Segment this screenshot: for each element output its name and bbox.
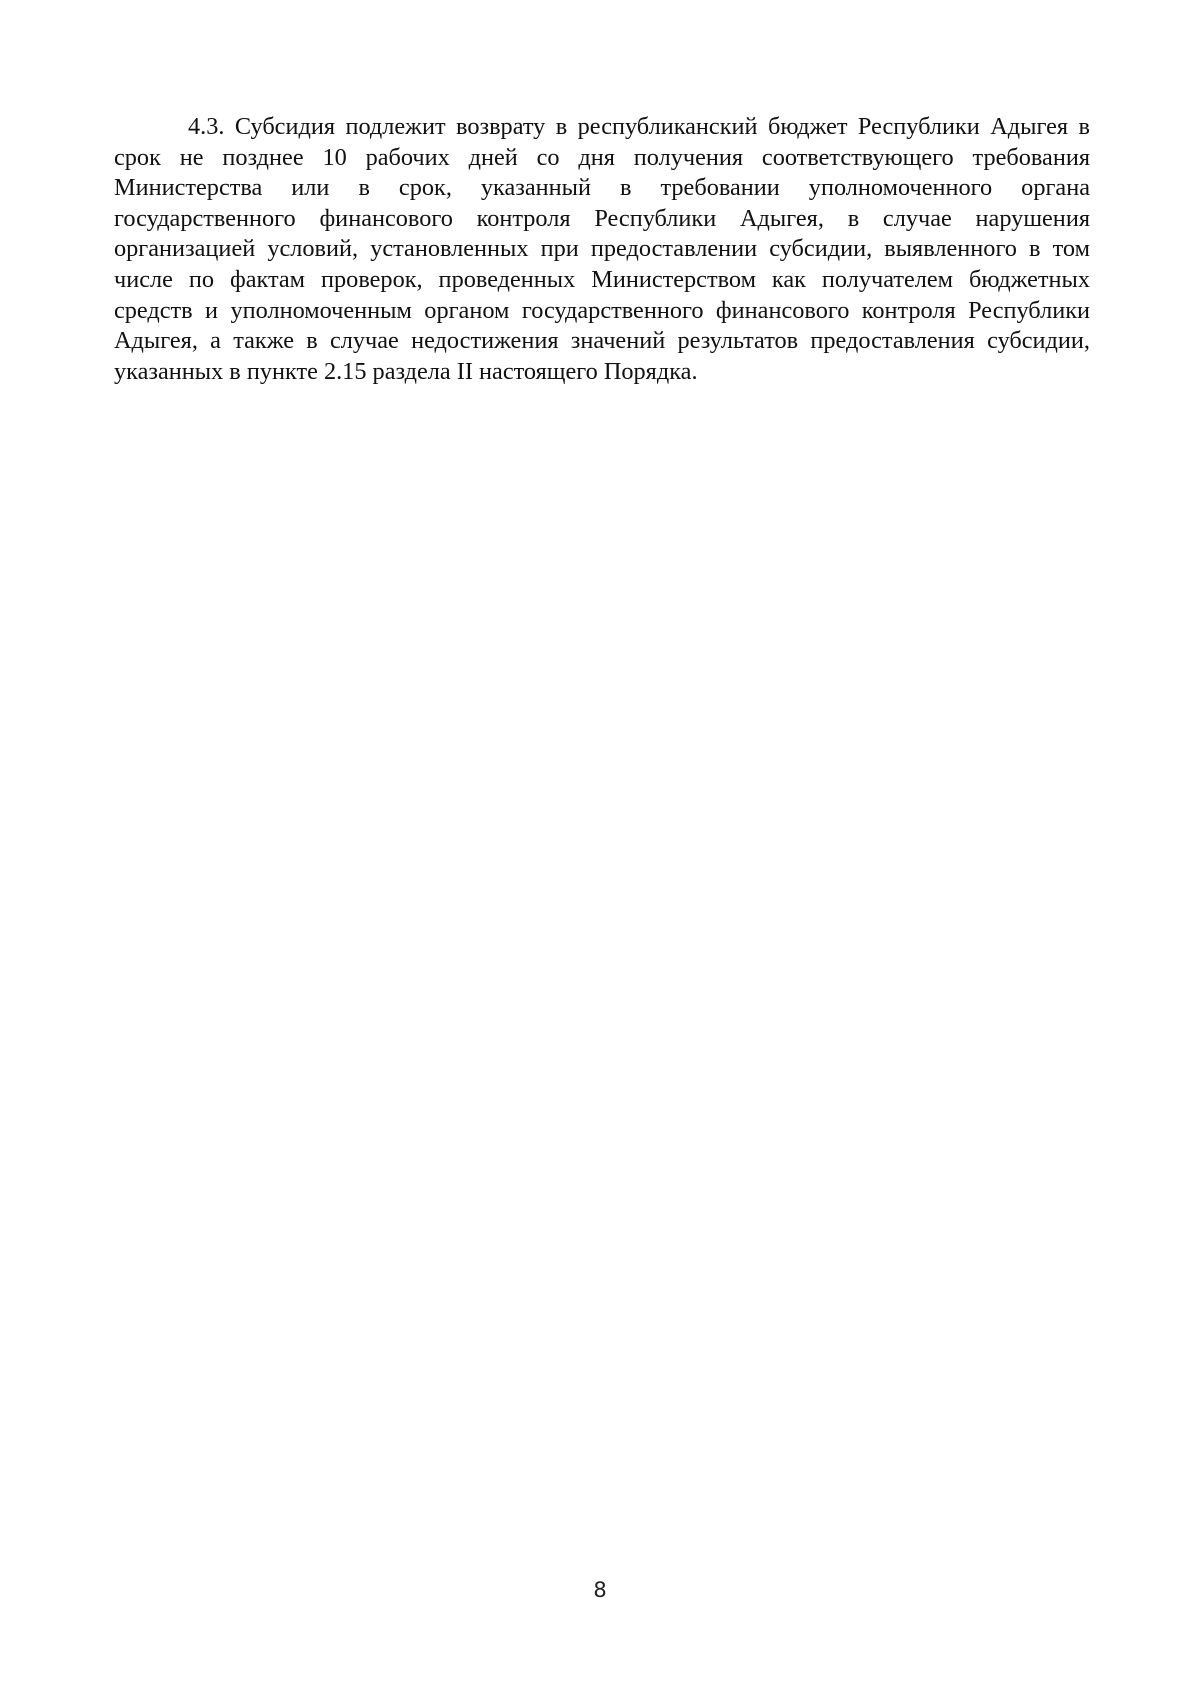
page-number: 8: [593, 1578, 607, 1602]
paragraph-4-3: 4.3. Субсидия подлежит возврату в республиканский бюджет Республики Адыгея в срок не позднее 10 рабочих дней со дня получения соответствующего требования Министерства или в срок, указанный в требовании уполномоченного органа государственного финансового контроля Республики Адыгея, в случае нарушения организацией условий, установленных при предоставлении субсидии, выявленного в том числе по фактам проверок, проведенных Министерством как получателем бюджетных средств и уполномоченным органом государственного финансового контроля Республики Адыгея, а также в случае недостижения значений результатов предоставления субсидии, указанных в пункте 2.15 раздела II настоящего Порядка.: [114, 113, 1090, 385]
